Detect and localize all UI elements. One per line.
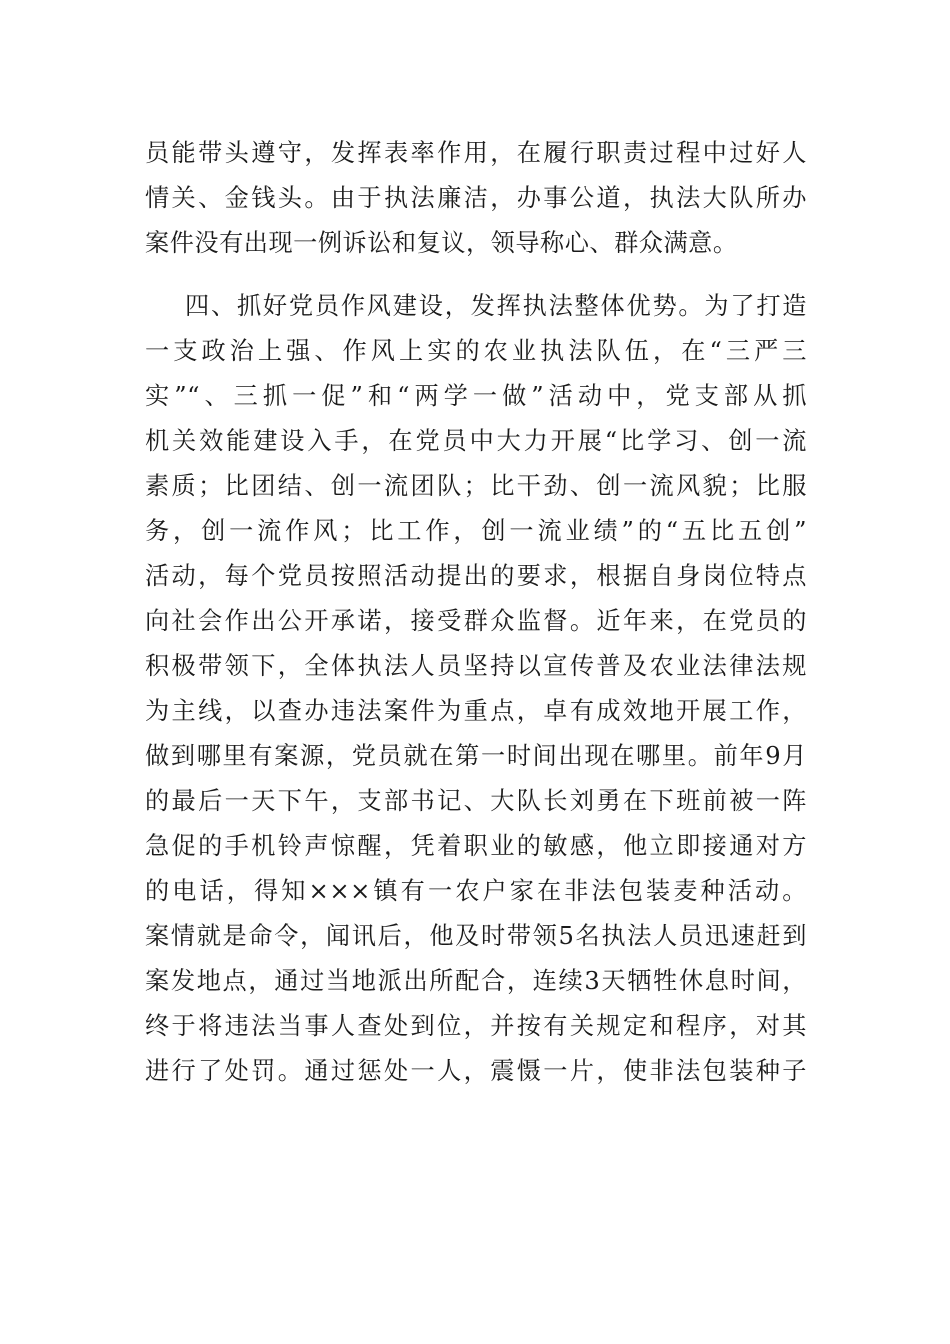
- text-line: 实”“、三抓一促”和“两学一做”活动中，党支部从抓: [145, 382, 807, 410]
- text-line: 急促的手机铃声惊醒，凭着职业的敏感，他立即接通对方: [145, 832, 807, 860]
- text-line: 做到哪里有案源，党员就在第一时间出现在哪里。前年9月: [145, 742, 807, 770]
- text-line: 一支政治上强、作风上实的农业执法队伍，在“三严三: [145, 337, 807, 365]
- text-line: 的电话，得知×××镇有一农户家在非法包装麦种活动。: [145, 877, 807, 905]
- text-line: 进行了处罚。通过惩处一人，震慑一片，使非法包装种子: [145, 1057, 807, 1085]
- text-line: 机关效能建设入手，在党员中大力开展“比学习、创一流: [145, 427, 807, 455]
- paragraph-gap: [145, 266, 807, 284]
- text-line: 务，创一流作风；比工作，创一流业绩”的“五比五创”: [145, 517, 807, 545]
- text-line: 的最后一天下午，支部书记、大队长刘勇在下班前被一阵: [145, 787, 807, 815]
- text-line: 案发地点，通过当地派出所配合，连续3天牺牲休息时间，: [145, 967, 807, 995]
- text-line: 积极带领下，全体执法人员坚持以宣传普及农业法律法规: [145, 652, 807, 680]
- text-line: 案件没有出现一例诉讼和复议，领导称心、群众满意。: [145, 229, 738, 257]
- text-line: 员能带头遵守，发挥表率作用，在履行职责过程中过好人: [145, 139, 807, 167]
- text-line: 终于将违法当事人查处到位，并按有关规定和程序，对其: [145, 1012, 807, 1040]
- text-line: 素质；比团结、创一流团队；比干劲、创一流风貌；比服: [145, 472, 807, 500]
- text-line: 为主线，以查办违法案件为重点，卓有成效地开展工作，: [145, 697, 807, 725]
- text-line: 案情就是命令，闻讯后，他及时带领5名执法人员迅速赶到: [145, 922, 807, 950]
- body-text: [145, 131, 807, 1094]
- text-line: 四、抓好党员作风建设，发挥执法整体优势。为了打造: [185, 292, 807, 320]
- paragraph-1: [145, 131, 807, 266]
- text-line: 活动，每个党员按照活动提出的要求，根据自身岗位特点: [145, 562, 807, 590]
- text-line: 情关、金钱头。由于执法廉洁，办事公道，执法大队所办: [145, 184, 807, 212]
- text-line: 向社会作出公开承诺，接受群众监督。近年来，在党员的: [145, 607, 807, 635]
- paragraph-2: [145, 284, 807, 1094]
